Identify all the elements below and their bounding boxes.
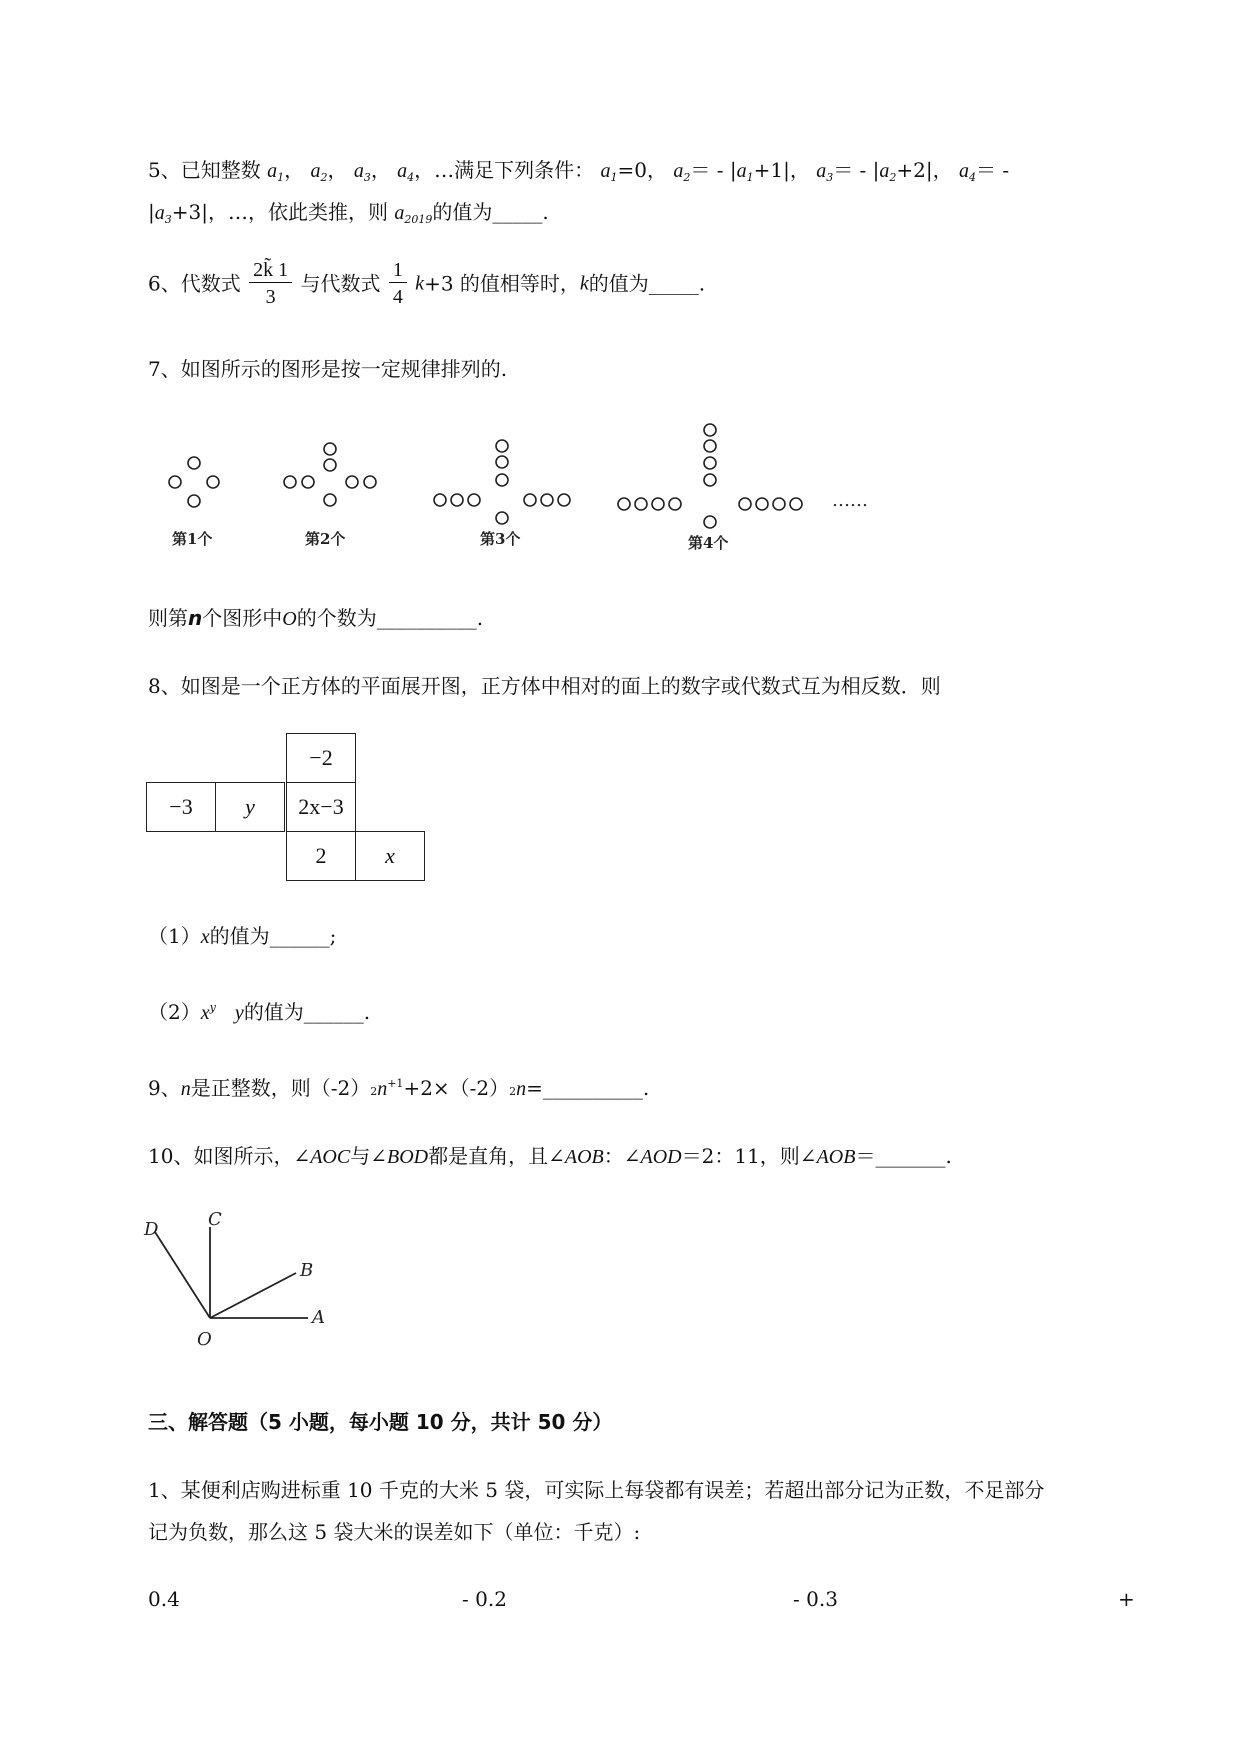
p1-line1: 1、某便利店购进标重 10 千克的大米 5 袋，可实际上每袋都有误差；若超出部分记为正数，不足部分 <box>148 1478 1045 1502</box>
label-c: C <box>208 1209 222 1230</box>
label-d: D <box>144 1219 159 1240</box>
q7-label-4: 第4个 <box>688 534 729 550</box>
p1-value-3: - 0.3 <box>793 1587 838 1611</box>
q6-fraction-2: $\frac{1}{4}$ <box>389 260 407 307</box>
q5-line2: $|a_3+3|$，…，依此类推，则 $a_{2019}$的值为_____. <box>148 200 549 226</box>
cube-face-center: 2x−3 <box>286 782 356 832</box>
label-b: B <box>300 1260 314 1281</box>
cube-face-left: −3 <box>146 782 216 832</box>
cube-net <box>146 733 436 883</box>
label-a: A <box>312 1307 325 1328</box>
q5-line1: 5、已知整数 $a_1$， $a_2$， $a_3$， $a_4$，…满足下列条件： $a_1=0$， $a_2= - |a_1+1|$， $a_3= - |a_2+2|$， $a_4=$ - <box>148 158 1010 184</box>
label-o: O <box>197 1329 212 1350</box>
q9-line: 9、n是正整数，则$(-2)2n^{+1}+2\times(-2)2n=\_\_\_\_\_\_\_\_\_\_$. <box>148 1076 650 1100</box>
q6-fraction-1: $\frac{2k̃ 1}{3}$ <box>249 260 292 307</box>
q8-text: 8、如图是一个正方体的平面展开图，正方体中相对的面上的数字或代数式互为相反数．则 <box>148 674 941 698</box>
q7-pattern-figure <box>150 420 910 550</box>
p1-value-2: - 0.2 <box>462 1587 507 1611</box>
cube-face-y: y <box>215 782 285 832</box>
cube-face-bottom: 2 <box>286 831 356 881</box>
cube-face-top: −2 <box>286 733 356 783</box>
q7-label-3: 第3个 <box>480 530 521 548</box>
q10-line: 10、如图所示，∠AOC与∠BOD都是直角，且∠AOB：∠AOD＝2：11，则∠AOB＝_______. <box>148 1144 952 1168</box>
q7-text: 7、如图所示的图形是按一定规律排列的. <box>148 357 508 381</box>
section-3-title: 三、解答题（5 小题，每小题 10 分，共计 50 分） <box>148 1410 613 1434</box>
p1-value-4: + <box>1118 1587 1135 1611</box>
q7-label-2: 第2个 <box>305 530 346 548</box>
q8-sub2: $(2)x^y$ y的值为______. <box>148 1000 371 1024</box>
q7-ellipsis: …… <box>832 490 868 511</box>
q7-question: 则第n个图形中O的个数为__________. <box>148 606 484 630</box>
q7-label-1: 第1个 <box>172 530 213 548</box>
p1-value-1: 0.4 <box>148 1587 180 1611</box>
cube-face-x: x <box>355 831 425 881</box>
q8-sub1: （1）x的值为______; <box>148 924 337 948</box>
q6-line: 6、代数式 $\frac{2k̃ 1}{3}$ 与代数式 $\frac{1}{4}$ k+3 的值相等时，k的值为_____. <box>148 259 706 308</box>
p1-line2: 记为负数，那么这 5 袋大米的误差如下（单位：千克）: <box>148 1520 641 1544</box>
q10-angle-figure <box>140 1205 330 1355</box>
